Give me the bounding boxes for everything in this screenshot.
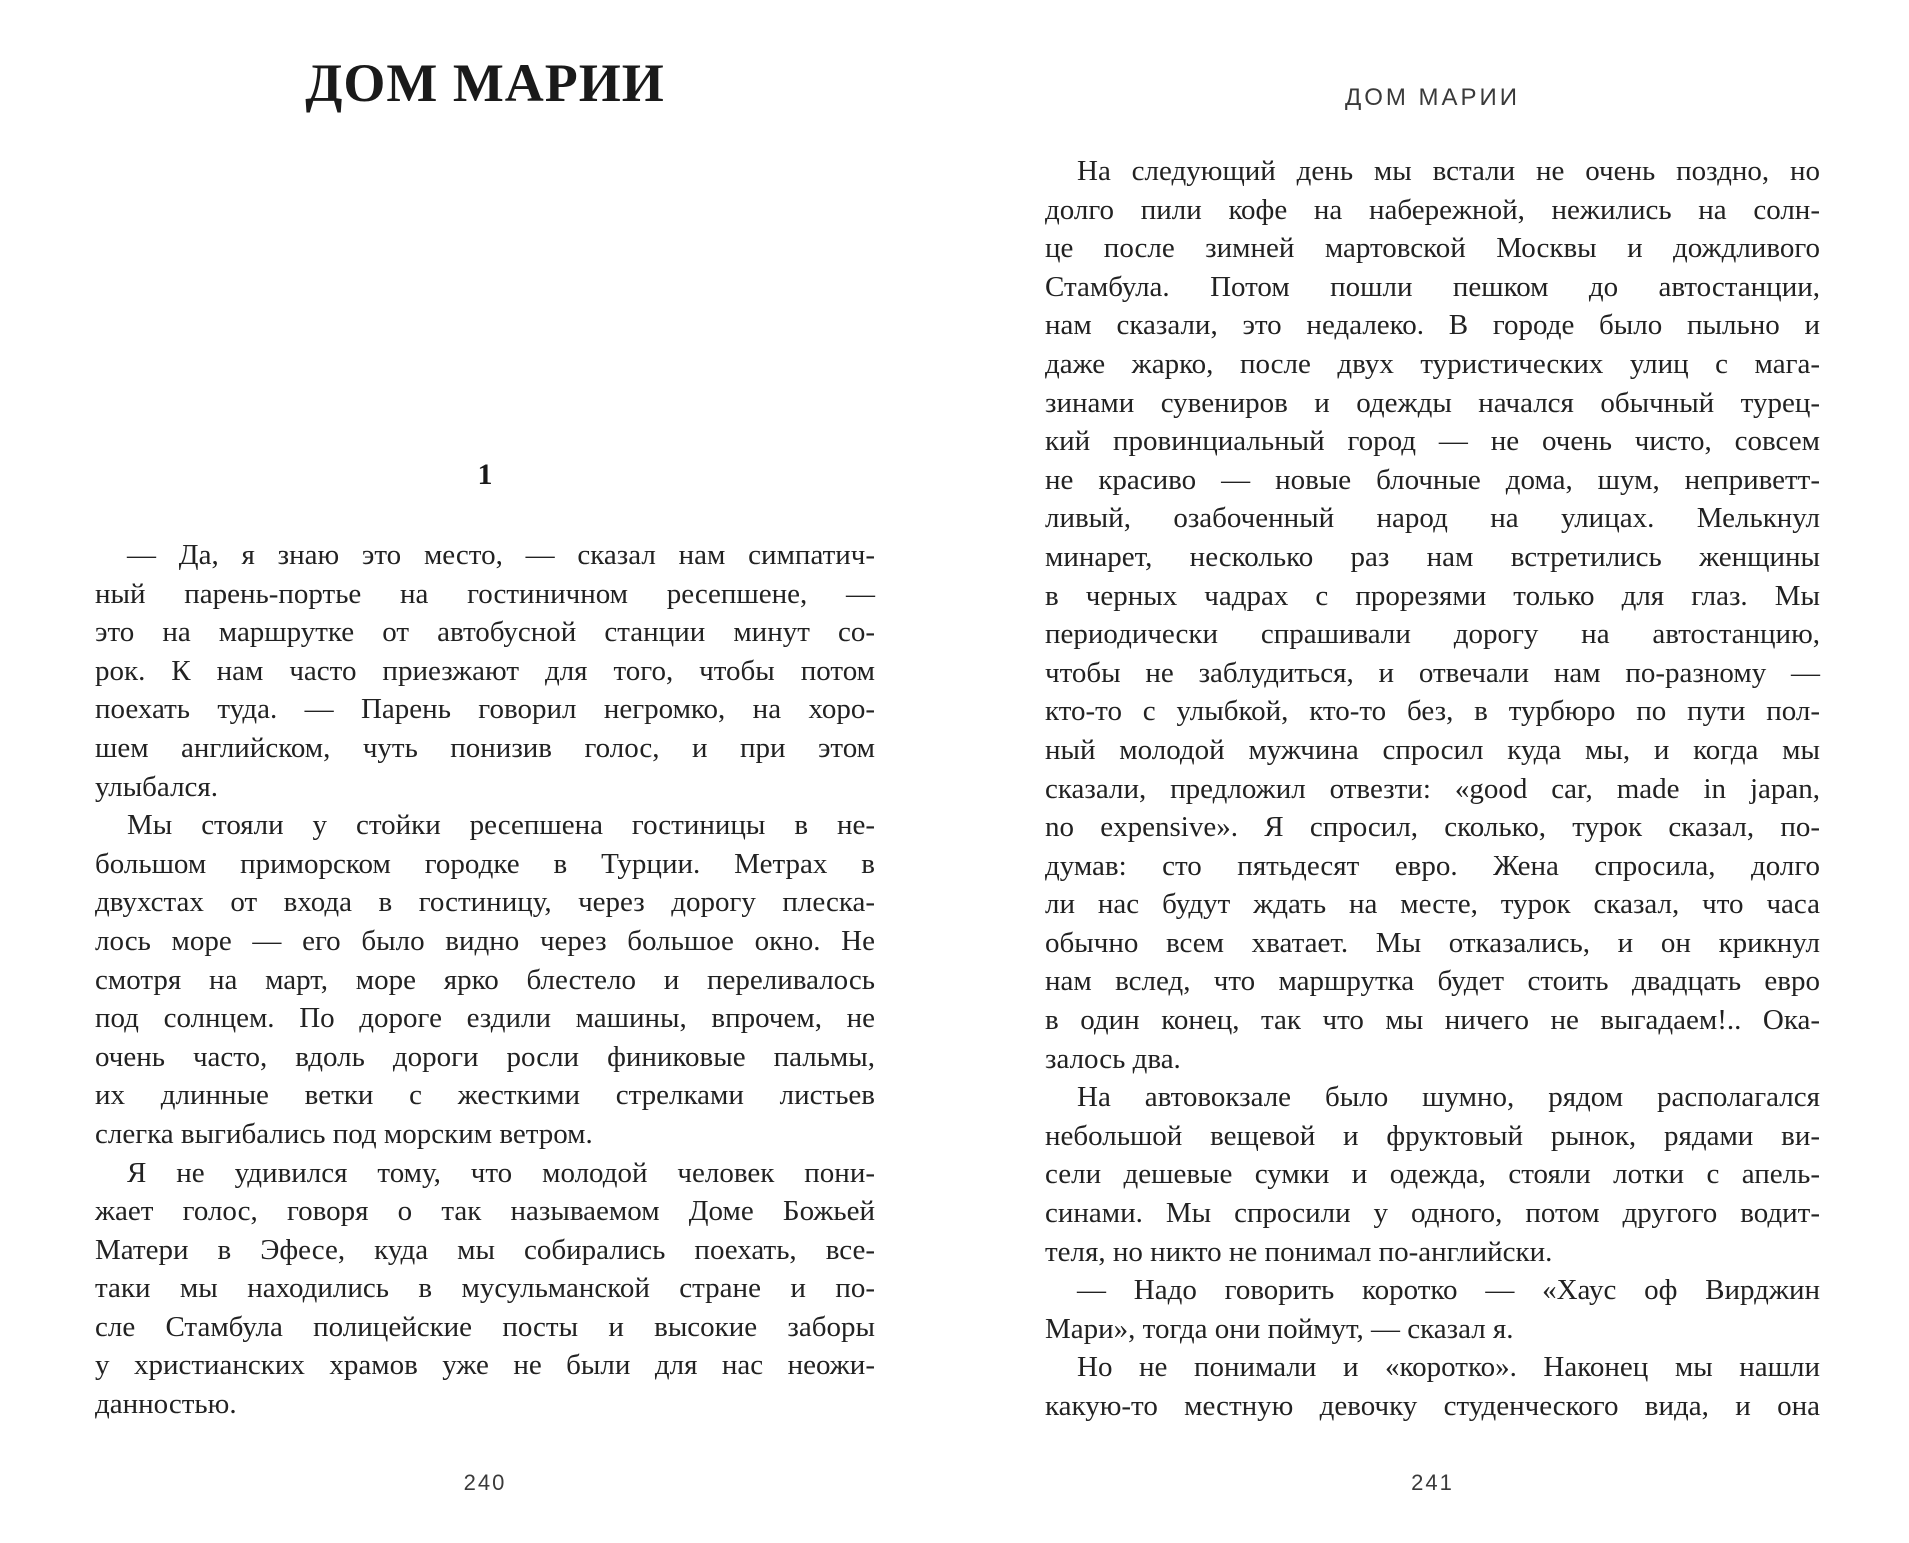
text-line: синами. Мы спросили у одного, потом другого водит- — [1045, 1197, 1820, 1230]
text-line: какую-то местную девочку студенческого вида, и она — [1045, 1390, 1820, 1422]
text-line: кто-то с улыбкой, кто-то без, в турбюро по пути пол- — [1045, 695, 1820, 728]
text-line: теля, но никто не понимал по-английски. — [1045, 1235, 1553, 1268]
text-line: кий провинциальный город — не очень чисто, совсем — [1045, 425, 1820, 458]
text-line: таки мы находились в мусульманской стране и по- — [95, 1272, 875, 1305]
text-line: слегка выгибались под морским ветром. — [95, 1117, 593, 1150]
section-number: 1 — [477, 458, 493, 491]
text-line: обычно всем хватает. Мы отказались, и он крикнул — [1045, 926, 1820, 959]
text-line: улыбался. — [95, 770, 218, 803]
text-line: сле Стамбула полицейские посты и высокие заборы — [95, 1310, 875, 1343]
text-line: Мы стояли у стойки ресепшена гостиницы в не- — [127, 809, 875, 842]
page-number: 240 — [463, 1470, 507, 1495]
text-line: лось море — его было видно через большое окно. Не — [95, 924, 875, 957]
text-line: ный парень-портье на гостиничном ресепшене, — — [95, 577, 875, 610]
text-line: смотря на март, море ярко блестело и переливалось — [95, 963, 875, 996]
text-line: это на маршрутке от автобусной станции минут со- — [95, 616, 875, 649]
text-line: в один конец, так что мы ничего не выгадаем!.. Ока- — [1045, 1004, 1820, 1037]
text-line: no expensive». Я спросил, сколько, турок сказал, по- — [1045, 811, 1820, 844]
text-line: долго пили кофе на набережной, нежились на солн- — [1045, 193, 1820, 226]
text-line: Но не понимали и «коротко». Наконец мы нашли — [1077, 1351, 1820, 1384]
text-line: — Надо говорить коротко — «Хаус оф Вирджин — [1077, 1274, 1820, 1307]
text-line: в черных чадрах с прорезями только для глаз. Мы — [1045, 579, 1820, 612]
text-line: сказали, предложил отвезти: «good car, made in japan, — [1045, 772, 1820, 805]
text-line: сели дешевые сумки и одежда, стояли лотки с апель- — [1045, 1158, 1820, 1191]
text-line: ливый, озабоченный народ на улицах. Мелькнул — [1045, 502, 1820, 535]
left-page — [95, 0, 875, 1543]
text-line: жает голос, говоря о так называемом Доме Божьей — [95, 1195, 875, 1228]
text-line: — Да, я знаю это место, — сказал нам симпатич- — [127, 539, 875, 571]
text-line: большом приморском городке в Турции. Метрах в — [95, 847, 875, 880]
text-line: у христианских храмов уже не были для нас неожи- — [95, 1349, 875, 1382]
text-line: нам вслед, что маршрутка будет стоить двадцать евро — [1045, 965, 1820, 998]
text-line: минарет, несколько раз нам встретились женщины — [1045, 540, 1820, 573]
right-page — [1045, 0, 1820, 1543]
page-number: 241 — [1411, 1470, 1454, 1495]
text-line: поехать туда. — Парень говорил негромко, на хоро- — [95, 693, 875, 726]
text-line: це после зимней мартовской Москвы и дождливого — [1045, 232, 1820, 265]
text-line: Стамбула. Потом пошли пешком до автостанции, — [1045, 270, 1820, 303]
text-line: зинами сувениров и одежды начался обычный турец- — [1045, 386, 1820, 419]
text-line: рок. К нам часто приезжают для того, чтобы потом — [95, 654, 875, 687]
text-line: под солнцем. По дороге ездили машины, впрочем, не — [95, 1002, 875, 1035]
text-line: очень часто, вдоль дороги росли финиковые пальмы, — [95, 1040, 875, 1073]
text-line: Матери в Эфесе, куда мы собирались поехать, все- — [95, 1233, 875, 1266]
text-line: ный молодой мужчина спросил куда мы, и когда мы — [1045, 733, 1820, 766]
text-line: Мари», тогда они поймут, — сказал я. — [1045, 1312, 1514, 1345]
left-page-text — [95, 536, 875, 1424]
text-line: нам сказали, это недалеко. В городе было пыльно и — [1045, 309, 1820, 342]
text-line: залось два. — [1045, 1042, 1181, 1075]
chapter-title: ДОМ МАРИИ — [305, 53, 665, 113]
text-line: двухстах от входа в гостиницу, через дорогу плеска- — [95, 886, 875, 919]
text-line: их длинные ветки с жесткими стрелками листьев — [95, 1079, 875, 1112]
text-line: ли нас будут ждать на месте, турок сказал, что часа — [1045, 888, 1820, 921]
text-line: периодически спрашивали дорогу на автостанцию, — [1045, 618, 1820, 651]
text-line: данностью. — [95, 1388, 237, 1421]
text-line: На следующий день мы встали не очень поздно, но — [1077, 155, 1820, 187]
right-page-text — [1045, 152, 1820, 1426]
text-line: небольшой вещевой и фруктовый рынок, рядами ви- — [1045, 1119, 1820, 1152]
text-line: Я не удивился тому, что молодой человек пони- — [127, 1156, 875, 1189]
running-head: ДОМ МАРИИ — [1344, 84, 1521, 111]
text-line: чтобы не заблудиться, и отвечали нам по-разному — — [1045, 656, 1820, 689]
text-line: шем английском, чуть понизив голос, и при этом — [95, 731, 875, 764]
text-line: На автовокзале было шумно, рядом располагался — [1077, 1081, 1820, 1114]
text-line: думав: сто пятьдесят евро. Жена спросила, долго — [1045, 849, 1820, 882]
text-line: не красиво — новые блочные дома, шум, неприветт- — [1045, 463, 1820, 496]
text-line: даже жарко, после двух туристических улиц с мага- — [1045, 347, 1820, 380]
